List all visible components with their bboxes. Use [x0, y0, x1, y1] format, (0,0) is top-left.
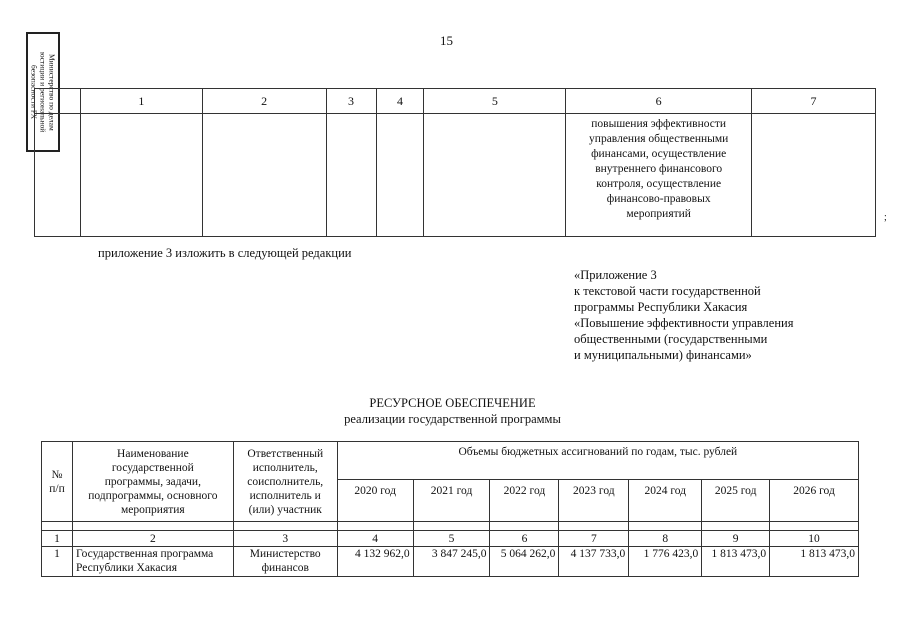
- index-cell: 2: [72, 531, 233, 547]
- value-cell: 1 776 423,0: [629, 547, 702, 577]
- cell-line: Республики Хакасия: [75, 562, 177, 574]
- column-header: 4: [376, 89, 424, 114]
- table-cell: [35, 114, 81, 237]
- appendix-line: общественными (государственными: [574, 332, 768, 346]
- column-header-year: 2020 год: [337, 480, 413, 522]
- appendix-line: программы Республики Хакасия: [574, 300, 748, 314]
- header-line: Ответственный: [247, 447, 324, 460]
- row-name: [72, 547, 233, 577]
- header-line: №: [51, 468, 63, 481]
- column-header: 1: [80, 89, 202, 114]
- table-header-row: [35, 89, 876, 114]
- side-mark: ;: [884, 212, 887, 223]
- intro-text: приложение 3 изложить в следующей редакции: [98, 246, 352, 260]
- header-line: п/п: [49, 482, 65, 495]
- table-cell: [80, 114, 202, 237]
- column-header: 2: [202, 89, 326, 114]
- stamp-line: юстиции и региональной: [38, 51, 48, 133]
- resource-table: [41, 441, 859, 577]
- index-cell: 10: [770, 531, 859, 547]
- header-line: исполнитель,: [252, 461, 318, 474]
- table-row: [42, 547, 859, 577]
- table-row: [35, 114, 876, 237]
- appendix-heading: [574, 267, 793, 363]
- column-header-num: [42, 442, 73, 522]
- header-line: государственной: [111, 461, 194, 474]
- document-title: РЕСУРСНОЕ ОБЕСПЕЧЕНИЕ: [369, 396, 536, 410]
- column-header-volumes: Объемы бюджетных ассигнований по годам, тыс. рублей: [337, 442, 858, 480]
- text-line: мероприятий: [626, 208, 691, 220]
- header-line: исполнитель и: [249, 489, 321, 502]
- row-num: 1: [42, 547, 73, 577]
- value-cell: 4 132 962,0: [337, 547, 413, 577]
- index-cell: 4: [337, 531, 413, 547]
- cell-line: Государственная программа: [75, 548, 214, 560]
- text-line: финансами, осуществление: [591, 148, 727, 160]
- index-cell: 7: [559, 531, 629, 547]
- column-header: 6: [566, 89, 752, 114]
- header-line: (или) участник: [248, 503, 322, 516]
- column-header-year: 2023 год: [559, 480, 629, 522]
- table-cell: [326, 114, 376, 237]
- header-line: Наименование: [117, 447, 189, 460]
- column-header-name: [72, 442, 233, 522]
- index-cell: 9: [702, 531, 770, 547]
- appendix-line: к текстовой части государственной: [574, 284, 761, 298]
- table-cell: [35, 89, 81, 114]
- table-cell: [752, 114, 876, 237]
- document-subtitle: реализации государственной программы: [344, 412, 561, 426]
- column-header-year: 2022 год: [490, 480, 559, 522]
- appendix-line: и муниципальными) финансами»: [574, 348, 752, 362]
- index-cell: 1: [42, 531, 73, 547]
- column-header-year: 2025 год: [702, 480, 770, 522]
- header-line: соисполнитель,: [247, 475, 324, 488]
- column-header: 3: [326, 89, 376, 114]
- value-cell: 3 847 245,0: [413, 547, 490, 577]
- header-line: подпрограммы, основного: [88, 489, 218, 502]
- table-cell-description: [566, 114, 752, 237]
- continuation-table: [34, 88, 876, 237]
- value-cell: 1 813 473,0: [702, 547, 770, 577]
- header-line: программы, задачи,: [104, 475, 201, 488]
- column-header-executor: [233, 442, 337, 522]
- column-header-year: 2024 год: [629, 480, 702, 522]
- index-cell: 3: [233, 531, 337, 547]
- index-cell: 6: [490, 531, 559, 547]
- text-line: повышения эффективности: [591, 118, 727, 130]
- table-gap-row: [42, 522, 859, 531]
- text-line: контроля, осуществление: [596, 178, 722, 190]
- value-cell: 1 813 473,0: [770, 547, 859, 577]
- table-cell: [202, 114, 326, 237]
- appendix-line: «Повышение эффективности управления: [574, 316, 794, 330]
- value-cell: 5 064 262,0: [490, 547, 559, 577]
- table-header-row: [42, 442, 859, 480]
- cell-line: Министерство: [249, 548, 321, 560]
- text-line: внутреннего финансового: [595, 163, 723, 175]
- stamp-line: Министерство по делам: [47, 53, 57, 131]
- cell-line: финансов: [261, 562, 309, 574]
- text-line: управления общественными: [589, 133, 729, 145]
- value-cell: 4 137 733,0: [559, 547, 629, 577]
- column-header: 7: [752, 89, 876, 114]
- page-number: 15: [440, 33, 453, 48]
- table-cell: [376, 114, 424, 237]
- text-line: финансово-правовых: [606, 193, 711, 205]
- header-line: мероприятия: [121, 503, 185, 516]
- index-cell: 5: [413, 531, 490, 547]
- table-index-row: [42, 531, 859, 547]
- column-header-year: 2026 год: [770, 480, 859, 522]
- table-cell: [424, 114, 566, 237]
- column-header: 5: [424, 89, 566, 114]
- column-header-year: 2021 год: [413, 480, 490, 522]
- index-cell: 8: [629, 531, 702, 547]
- stamp-line: безопасности РХ: [29, 65, 39, 119]
- row-executor: [233, 547, 337, 577]
- appendix-line: «Приложение 3: [574, 268, 657, 282]
